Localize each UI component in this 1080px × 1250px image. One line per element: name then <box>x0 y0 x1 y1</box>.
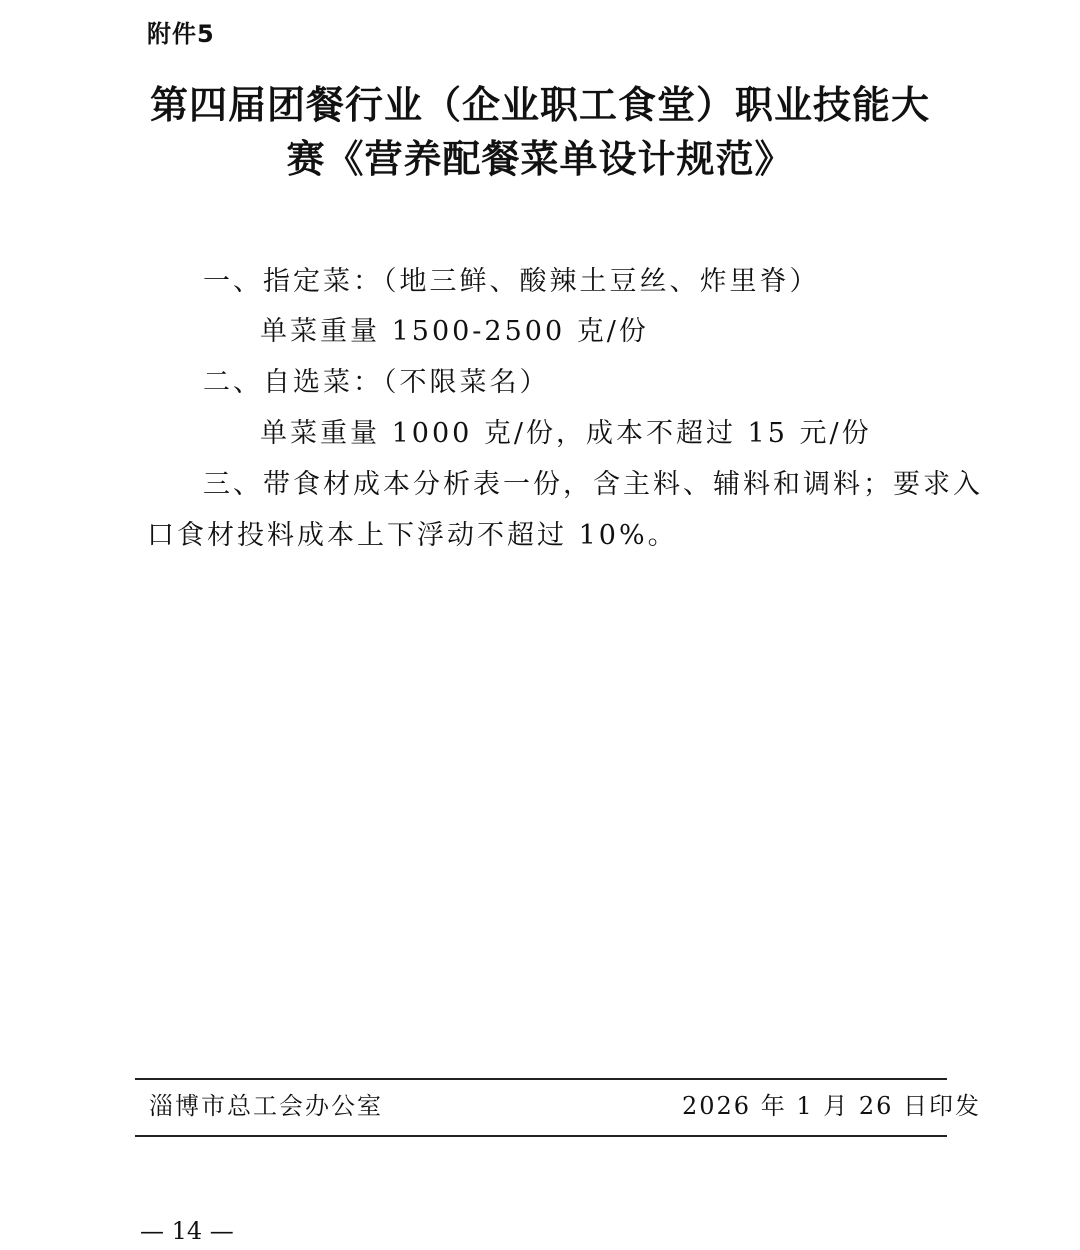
footer-issue-date: 2026 年 1 月 26 日印发 <box>682 1092 982 1120</box>
document-title-line-2: 赛《营养配餐菜单设计规范》 <box>286 137 794 181</box>
item-3-line-2: 口食材投料成本上下浮动不超过 10%。 <box>147 520 678 551</box>
document-title-line-1: 第四届团餐行业（企业职工食堂）职业技能大 <box>149 83 930 127</box>
page-number: — 14 — <box>140 1217 234 1245</box>
attachment-label: 附件5 <box>147 20 215 48</box>
item-3-line-1: 三、带食材成本分析表一份，含主料、辅料和调料；要求入 <box>203 469 983 500</box>
item-1-heading: 一、指定菜：（地三鲜、酸辣土豆丝、炸里脊） <box>203 266 820 297</box>
footer-top-rule <box>135 1078 947 1080</box>
item-2-detail: 单菜重量 1000 克/份，成本不超过 15 元/份 <box>260 418 872 449</box>
footer-bottom-rule <box>135 1135 947 1137</box>
footer-issuer: 淄博市总工会办公室 <box>149 1092 383 1120</box>
item-2-heading: 二、自选菜：（不限菜名） <box>203 367 550 398</box>
item-1-detail: 单菜重量 1500-2500 克/份 <box>260 316 649 347</box>
